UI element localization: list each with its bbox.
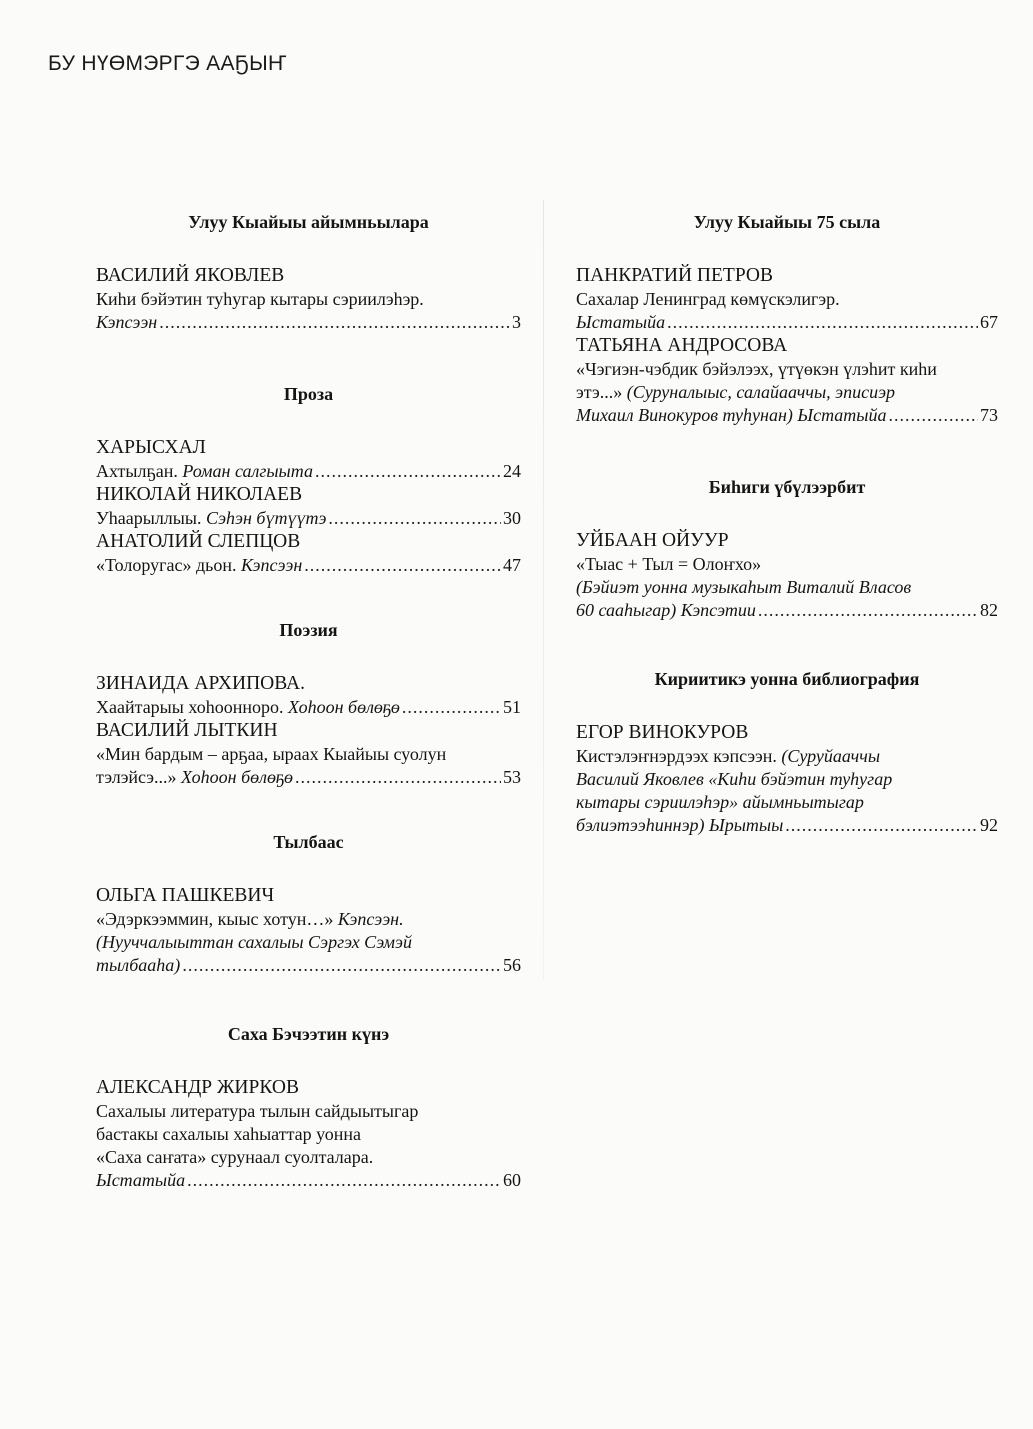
toc-leader-line (96, 696, 521, 719)
toc-label-text: Сэһэн бүтүүтэ (205, 508, 327, 528)
toc-label-text: Михаил Винокуров туһунан) Ыстатыйа (576, 405, 887, 425)
entry-text-line (576, 358, 998, 381)
toc-leader-line (96, 507, 521, 530)
page-number: 51 (503, 697, 521, 717)
entry-text-tail: Кэпсээн. (337, 909, 404, 929)
toc-label-prefix: «Толоругас» дьон. (96, 555, 242, 575)
toc-label-text: бэлиэтээһиннэр) Ырытыы (576, 815, 784, 835)
section-title: Кириитикэ уонна библиография (654, 669, 920, 689)
toc-entry[interactable] (576, 529, 998, 622)
toc-label-text: Роман салгыыта (182, 461, 313, 481)
toc-label (96, 554, 302, 577)
page-number: 53 (503, 767, 521, 787)
entry-text-line (96, 1100, 521, 1123)
toc-section (576, 475, 998, 622)
entry-text-line (576, 553, 998, 576)
toc-entry[interactable] (96, 1076, 521, 1192)
section-title: Саха Бэчээтин күнэ (227, 1024, 390, 1044)
entry-author: ОЛЬГА ПАШКЕВИЧ (96, 885, 275, 906)
entry-author: АНАТОЛИЙ СЛЕПЦОВ (96, 531, 301, 552)
toc-label-prefix: Уһаарыллыы. (96, 508, 206, 528)
toc-entry[interactable] (96, 483, 521, 530)
toc-leader-line (96, 460, 521, 483)
section-title: Улуу Кыайыы айымньылара (188, 212, 429, 232)
entry-author: ТАТЬЯНА АНДРОСОВА (576, 335, 788, 356)
toc-leader-line (96, 954, 521, 977)
entry-text: «Мин бардым – арҕаа, ыраах Кыайыы суолун (96, 744, 447, 764)
toc-entry[interactable] (576, 721, 998, 837)
toc-label (96, 460, 313, 483)
dot-leader (187, 1169, 501, 1192)
toc-section (96, 618, 521, 789)
page-number: 56 (503, 955, 521, 975)
toc-section (96, 830, 521, 977)
toc-label-prefix: Ахтылҕан. (96, 461, 183, 481)
page-number: 73 (980, 405, 998, 425)
entry-author: ХАРЫСХАЛ (96, 437, 206, 458)
entry-text: бастакы сахалыы хаһыаттар уонна (96, 1124, 361, 1144)
toc-label (96, 766, 293, 789)
toc-leader-line (96, 1169, 521, 1192)
page-number: 24 (503, 461, 521, 481)
section-title: Тылбаас (273, 832, 344, 852)
page-number: 3 (512, 312, 521, 332)
toc-label-text: Ыстатыйа (96, 1170, 186, 1190)
entry-text: «Тыас + Тыл = Олоҥхо» (576, 554, 762, 574)
toc-leader-line (576, 599, 998, 622)
toc-leader-line (576, 814, 998, 837)
toc-label-prefix: тэлэйсэ...» (96, 767, 181, 787)
dot-leader (667, 311, 978, 334)
dot-leader (888, 404, 978, 427)
dot-leader (785, 814, 978, 837)
entry-author: УЙБААН ОЙУУР (576, 530, 729, 551)
entry-author: ВАСИЛИЙ ЯКОВЛЕВ (96, 265, 285, 286)
toc-section (96, 382, 521, 577)
dot-leader (315, 460, 501, 483)
toc-label (576, 814, 783, 837)
section-title: Проза (283, 384, 334, 404)
toc-entry[interactable] (96, 436, 521, 483)
toc-entry[interactable] (96, 264, 521, 334)
page-number: 47 (503, 555, 521, 575)
toc-label (96, 1169, 185, 1192)
page-number: 30 (503, 508, 521, 528)
toc-entry[interactable] (576, 264, 998, 334)
entry-author: ВАСИЛИЙ ЛЫТКИН (96, 720, 278, 741)
dot-leader (304, 554, 501, 577)
entry-text: Василий Яковлев «Киһи бэйэтин туһугар (576, 769, 893, 789)
section-title: Улуу Кыайыы 75 сыла (693, 212, 881, 232)
entry-text: Киһи бэйэтин туһугар кытары сэриилэһэр. (96, 289, 424, 309)
toc-entry[interactable] (576, 334, 998, 427)
entry-author: ЕГОР ВИНОКУРОВ (576, 722, 749, 743)
toc-label (96, 954, 180, 977)
toc-leader-line (96, 766, 521, 789)
toc-label (576, 599, 756, 622)
entry-text: (Нууччалыыттан сахалыы Сэргэх Сэмэй (96, 932, 412, 952)
entry-author: ПАНКРАТИЙ ПЕТРОВ (576, 265, 773, 286)
toc-leader-line (576, 404, 998, 427)
entry-text-line (96, 1123, 521, 1146)
page-number: 67 (980, 312, 998, 332)
toc-entry[interactable] (96, 672, 521, 719)
entry-author: АЛЕКСАНДР ЖИРКОВ (96, 1077, 299, 1098)
dot-leader (328, 507, 501, 530)
toc-label-text: Кэпсээн (96, 312, 158, 332)
entry-text: Сахалыы литература тылын сайдыытыгар (96, 1101, 419, 1121)
entry-text: «Саха саҥата» сурунаал суолталара. (96, 1147, 374, 1167)
toc-entry[interactable] (96, 530, 521, 577)
toc-label (576, 404, 886, 427)
toc-label-text: Хоһоон бөлөҕө (287, 697, 400, 717)
entry-text: кытары сэриилэһэр» айымньытыгар (576, 792, 864, 812)
section-title: Поэзия (279, 620, 338, 640)
dot-leader (758, 599, 978, 622)
toc-label-text: Хоһоон бөлөҕө (181, 767, 293, 787)
toc-label (96, 696, 400, 719)
entry-text-tail: (Суруйааччы (781, 746, 881, 766)
dot-leader (182, 954, 501, 977)
page-header: БУ НҮӨМЭРГЭ ААҔЫҤ (48, 52, 287, 75)
entry-author: ЗИНАИДА АРХИПОВА. (96, 673, 305, 694)
entry-text-line (576, 768, 998, 791)
page-number: 82 (980, 600, 998, 620)
entry-text: этэ...» (576, 382, 627, 402)
toc-label (96, 311, 157, 334)
entry-text: Сахалар Ленинград көмүскэлигэр. (576, 289, 840, 309)
entry-author: НИКОЛАЙ НИКОЛАЕВ (96, 484, 303, 505)
entry-text-line (96, 1146, 521, 1169)
entry-text: «Чэгиэн-чэбдик бэйэлээх, үтүөкэн үлэһит киһи (576, 359, 937, 379)
dot-leader (295, 766, 501, 789)
toc-section (96, 1022, 521, 1192)
entry-text-line (96, 743, 521, 766)
entry-text-line (576, 791, 998, 814)
dot-leader (402, 696, 501, 719)
dot-leader (159, 311, 510, 334)
toc-leader-line (576, 311, 998, 334)
toc-entry[interactable] (96, 719, 521, 789)
entry-text-line (96, 908, 521, 931)
toc-section (96, 210, 521, 334)
page-number: 92 (980, 815, 998, 835)
toc-section (576, 210, 998, 427)
toc-entry[interactable] (96, 884, 521, 977)
toc-label-text: 60 сааһыгар) Кэпсэтии (576, 600, 756, 620)
entry-text-line (96, 288, 521, 311)
page-number: 60 (503, 1170, 521, 1190)
entry-text-line (96, 931, 521, 954)
toc-leader-line (96, 311, 521, 334)
entry-text-line (576, 288, 998, 311)
toc-label-text: Кэпсээн (241, 555, 303, 575)
entry-text-line (576, 576, 998, 599)
entry-text-line (576, 745, 998, 768)
toc-label (96, 507, 326, 530)
entry-text-line (576, 381, 998, 404)
toc-section (576, 667, 998, 837)
toc-label-text: тылбааһа) (96, 955, 181, 975)
entry-text: Кистэлэҥнэрдээх кэпсээн. (576, 746, 782, 766)
toc-label-text: Ыстатыйа (576, 312, 666, 332)
entry-text: «Эдэркээммин, кыыс хотун…» (96, 909, 338, 929)
toc-leader-line (96, 554, 521, 577)
column-gutter (543, 200, 544, 980)
toc-label-prefix: Хаайтарыы хоһооннорo. (96, 697, 288, 717)
entry-text-tail: (Суруналыыс, салайааччы, эписиэр (626, 382, 895, 402)
entry-text: (Бэйиэт уонна музыкаһыт Виталий Власов (576, 577, 912, 597)
section-title: Биһиги үбүлээрбит (708, 477, 866, 497)
toc-label (576, 311, 665, 334)
